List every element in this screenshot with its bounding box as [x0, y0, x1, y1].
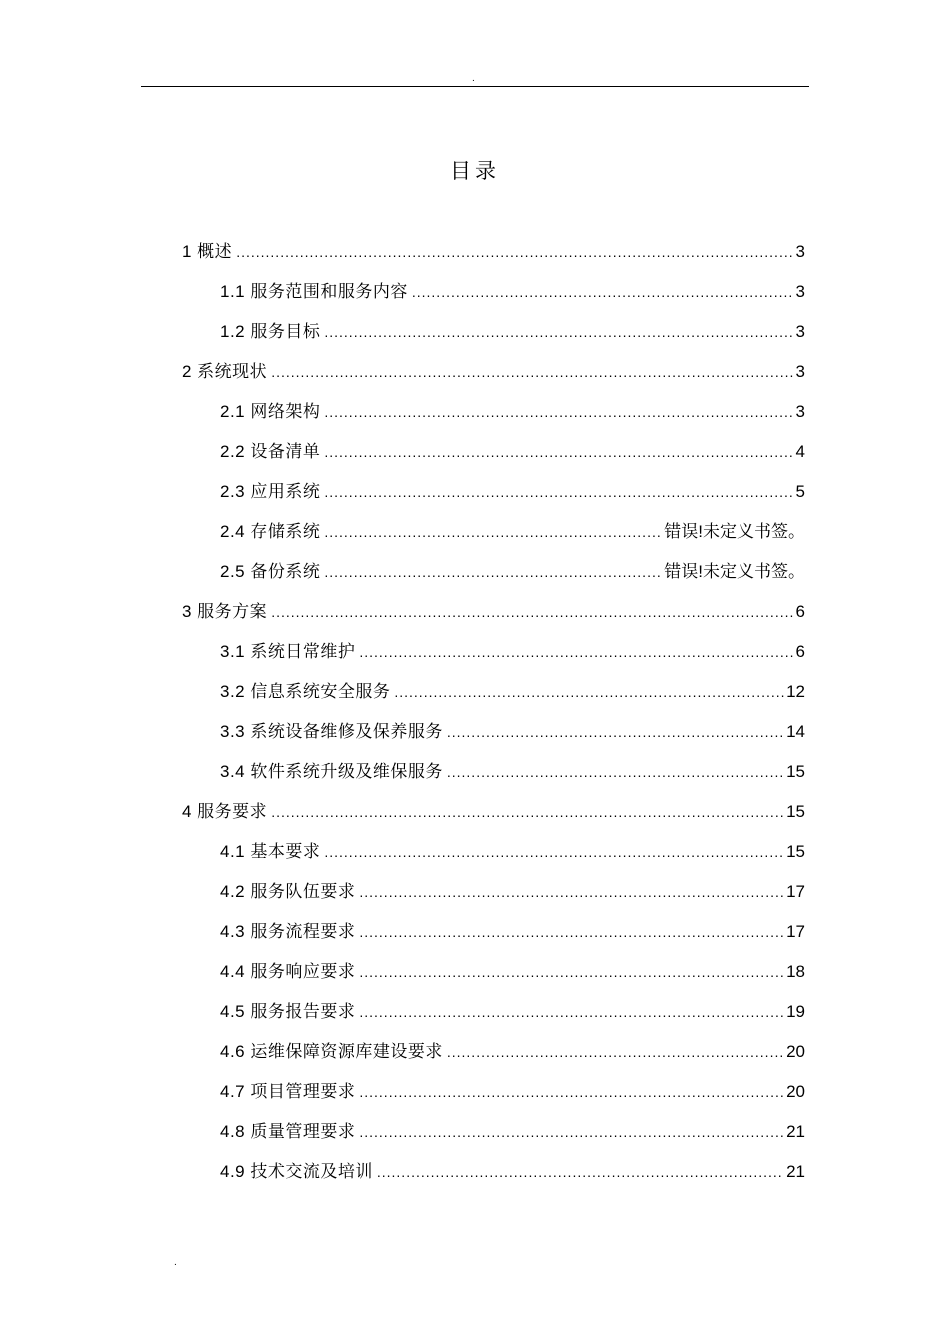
toc-entry[interactable] [0, 672, 950, 712]
toc-entry[interactable] [0, 1072, 950, 1112]
toc-dot-leader [324, 832, 784, 872]
toc-entry-label: 4 服务要求 [182, 802, 268, 821]
toc-entry-label: 3 服务方案 [182, 602, 268, 621]
toc-entry-label: 4.7 项目管理要求 [220, 1082, 356, 1101]
toc-entry-page: 21 [786, 1122, 805, 1141]
toc-dot-leader [359, 952, 784, 992]
toc-entry[interactable] [0, 552, 950, 592]
toc-entry-label: 4.4 服务响应要求 [220, 962, 356, 981]
toc-entry-label: 2.4 存储系统 [220, 522, 321, 541]
toc-entry-page: 15 [786, 802, 805, 821]
toc-entry[interactable] [0, 232, 950, 272]
toc-entry-page: 19 [786, 1002, 805, 1021]
toc-dot-leader [447, 752, 784, 792]
toc-entry-label: 2 系统现状 [182, 362, 268, 381]
toc-entry-label: 2.5 备份系统 [220, 562, 321, 581]
header-rule [141, 86, 809, 87]
toc-dot-leader [271, 352, 793, 392]
toc-entry-page: 20 [786, 1042, 805, 1061]
toc-entry[interactable] [0, 832, 950, 872]
toc-entry-page: 15 [786, 762, 805, 781]
toc-entry[interactable] [0, 272, 950, 312]
toc-entry[interactable] [0, 872, 950, 912]
toc-entry-page: 4 [795, 442, 805, 461]
toc-dot-leader [236, 232, 793, 272]
toc-dot-leader [359, 912, 784, 952]
toc-entry[interactable] [0, 912, 950, 952]
toc-entry-page: 14 [786, 722, 805, 741]
toc-entry-page: 12 [786, 682, 805, 701]
toc-entry[interactable] [0, 312, 950, 352]
toc-entry-label: 3.4 软件系统升级及维保服务 [220, 762, 443, 781]
toc-dot-leader [359, 1072, 784, 1112]
toc-entry-label: 4.8 质量管理要求 [220, 1122, 356, 1141]
toc-entry-page: 5 [795, 482, 805, 501]
toc-dot-leader [394, 672, 784, 712]
toc-entry-page: 15 [786, 842, 805, 861]
toc-entry-page: 3 [795, 402, 805, 421]
toc-entry[interactable] [0, 392, 950, 432]
toc-dot-leader [324, 552, 662, 592]
toc-entry-page: 错误!未定义书签。 [664, 562, 805, 581]
toc-entry[interactable] [0, 1032, 950, 1072]
toc-entry-label: 3.1 系统日常维护 [220, 642, 356, 661]
toc-entry-label: 3.2 信息系统安全服务 [220, 682, 391, 701]
toc-entry-page: 3 [795, 322, 805, 341]
toc-dot-leader [359, 632, 793, 672]
toc-dot-leader [324, 472, 793, 512]
toc-dot-leader [271, 792, 784, 832]
toc-entry-label: 2.3 应用系统 [220, 482, 321, 501]
toc-dot-leader [324, 512, 662, 552]
toc-entry[interactable] [0, 712, 950, 752]
toc-dot-leader [324, 392, 793, 432]
toc-entry-label: 4.1 基本要求 [220, 842, 321, 861]
toc-entry-label: 4.6 运维保障资源库建设要求 [220, 1042, 443, 1061]
toc-entry-page: 3 [795, 242, 805, 261]
toc-entry-page: 17 [786, 882, 805, 901]
toc-entry-label: 1.1 服务范围和服务内容 [220, 282, 408, 301]
footer-mark: . [174, 1257, 177, 1268]
toc-dot-leader [324, 312, 793, 352]
toc-entry[interactable] [0, 952, 950, 992]
toc-entry[interactable] [0, 792, 950, 832]
toc-dot-leader [359, 872, 784, 912]
toc-entry-page: 17 [786, 922, 805, 941]
toc-dot-leader [271, 592, 793, 632]
toc-entry[interactable] [0, 432, 950, 472]
toc-entry-page: 错误!未定义书签。 [664, 522, 805, 541]
toc-entry-label: 4.2 服务队伍要求 [220, 882, 356, 901]
toc-dot-leader [324, 432, 793, 472]
toc-entry[interactable] [0, 752, 950, 792]
toc-entry[interactable] [0, 1112, 950, 1152]
toc-entry-page: 6 [795, 642, 805, 661]
toc-entry-page: 6 [795, 602, 805, 621]
toc-entry-page: 18 [786, 962, 805, 981]
toc-entry[interactable] [0, 352, 950, 392]
toc-dot-leader [359, 1112, 784, 1152]
toc-entry-page: 21 [786, 1162, 805, 1181]
table-of-contents [0, 232, 950, 1192]
toc-dot-leader [447, 712, 784, 752]
toc-entry[interactable] [0, 512, 950, 552]
toc-entry-page: 20 [786, 1082, 805, 1101]
toc-entry-page: 3 [795, 282, 805, 301]
toc-dot-leader [447, 1032, 784, 1072]
toc-entry-label: 3.3 系统设备维修及保养服务 [220, 722, 443, 741]
toc-entry-page: 3 [795, 362, 805, 381]
toc-entry[interactable] [0, 992, 950, 1032]
toc-entry-label: 4.3 服务流程要求 [220, 922, 356, 941]
toc-entry[interactable] [0, 472, 950, 512]
toc-entry[interactable] [0, 1152, 950, 1192]
toc-dot-leader [359, 992, 784, 1032]
toc-dot-leader [377, 1152, 784, 1192]
toc-entry-label: 2.1 网络架构 [220, 402, 321, 421]
toc-entry[interactable] [0, 592, 950, 632]
toc-entry[interactable] [0, 632, 950, 672]
toc-entry-label: 1 概述 [182, 242, 233, 261]
toc-entry-label: 1.2 服务目标 [220, 322, 321, 341]
toc-entry-label: 2.2 设备清单 [220, 442, 321, 461]
toc-entry-label: 4.5 服务报告要求 [220, 1002, 356, 1021]
toc-entry-label: 4.9 技术交流及培训 [220, 1162, 373, 1181]
toc-title: 目录 [450, 159, 500, 183]
toc-dot-leader [412, 272, 794, 312]
header-mark: . [472, 73, 475, 84]
